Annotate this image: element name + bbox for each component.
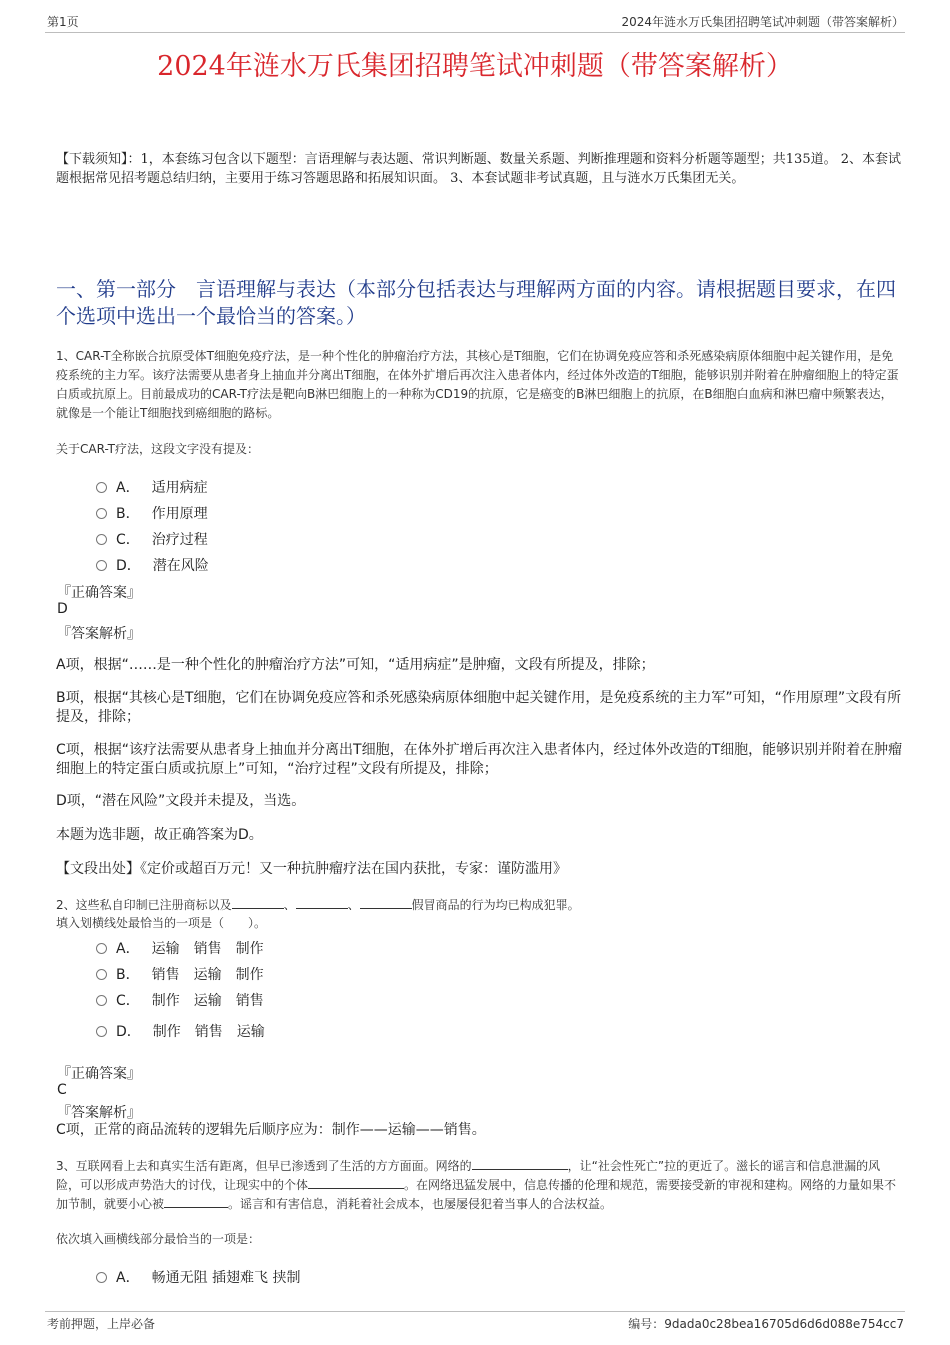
blank-1 bbox=[472, 1157, 568, 1170]
radio-icon[interactable] bbox=[96, 943, 107, 954]
q1-option-a[interactable] bbox=[96, 477, 208, 497]
option-text: 治疗过程 bbox=[151, 532, 208, 548]
blank-2 bbox=[308, 1176, 404, 1189]
code-value: 9dada0c28bea16705d6d6d088e754cc7 bbox=[664, 1317, 904, 1331]
q2-option-c[interactable] bbox=[96, 990, 264, 1010]
q1-analysis-c: C项，根据“该疗法需要从患者身上抽血并分离出T细胞，在体外扩增后再次注入患者体内，经过体外改造的T细胞，能够识别并附着在肿瘤细胞上的特定蛋白质或抗原上”可知，“治疗过程”文段有所提及，排除； bbox=[56, 742, 903, 777]
footer-divider bbox=[45, 1311, 905, 1312]
q1-option-d[interactable] bbox=[96, 555, 209, 575]
q3-option-a[interactable] bbox=[96, 1267, 300, 1287]
option-letter: D． bbox=[116, 1024, 141, 1040]
page-number: 第1页 bbox=[47, 15, 79, 29]
section-heading: 一、第一部分 言语理解与表达（本部分包括表达与理解两方面的内容。请根据题目要求，在四个选项中选出一个最恰当的答案。） bbox=[56, 277, 896, 328]
q1-answer: D bbox=[57, 601, 68, 617]
question-2-stem bbox=[56, 896, 902, 915]
option-text: 销售 运输 制作 bbox=[151, 967, 264, 983]
correct-answer-label: 『正确答案』 bbox=[57, 585, 141, 601]
option-text: 适用病症 bbox=[151, 480, 208, 496]
header-divider bbox=[45, 32, 905, 33]
option-text: 潜在风险 bbox=[152, 558, 209, 574]
q1-analysis-b: B项，根据“其核心是T细胞，它们在协调免疫应答和杀死感染病原体细胞中起关键作用，是免疫系统的主力军”可知，“作用原理”文段有所提及，排除； bbox=[56, 690, 902, 725]
q2-option-b[interactable] bbox=[96, 964, 264, 984]
radio-icon[interactable] bbox=[96, 1026, 107, 1037]
q1-conclusion: 本题为选非题，故正确答案为D。 bbox=[56, 827, 263, 843]
document-code bbox=[628, 1315, 904, 1332]
radio-icon[interactable] bbox=[96, 969, 107, 980]
q3-stem-part-2: ，让“社会性死亡”拉的更近了。滋长的谣言和信息泄漏的风险，可以形成声势浩大的讨伐，让现实中的个体 bbox=[56, 1159, 881, 1192]
option-text: 制作 销售 运输 bbox=[152, 1024, 265, 1040]
radio-icon[interactable] bbox=[96, 482, 107, 493]
q1-option-b[interactable] bbox=[96, 503, 208, 523]
radio-icon[interactable] bbox=[96, 560, 107, 571]
q1-analysis-d: D项，“潜在风险”文段并未提及，当选。 bbox=[56, 793, 306, 809]
question-3-stem bbox=[56, 1157, 902, 1214]
option-letter: A． bbox=[116, 1270, 140, 1286]
radio-icon[interactable] bbox=[96, 534, 107, 545]
download-notice: 【下载须知】：1，本套练习包含以下题型：言语理解与表达题、常识判断题、数量关系题、判断推理题和资料分析题等题型；共135道。 2、本套试题根据常见招考题总结归纳，主要用于练习答题思路和拓展知识面。 3、本套试题非考试真题，且与涟水万氏集团无关。 bbox=[56, 152, 901, 186]
option-letter: A． bbox=[116, 941, 140, 957]
q1-option-c[interactable] bbox=[96, 529, 208, 549]
option-letter: C． bbox=[116, 532, 140, 548]
option-text: 畅通无阻 插翅难飞 挟制 bbox=[151, 1270, 301, 1286]
option-text: 作用原理 bbox=[151, 506, 208, 522]
option-text: 制作 运输 销售 bbox=[151, 993, 264, 1009]
q3-stem-part-1: 3、互联网看上去和真实生活有距离，但早已渗透到了生活的方方面面。网络的 bbox=[56, 1159, 472, 1173]
q3-stem-part-4: 。谣言和有害信息，消耗着社会成本，也屡屡侵犯着当事人的合法权益。 bbox=[228, 1197, 613, 1211]
option-letter: D． bbox=[116, 558, 141, 574]
running-title: 2024年涟水万氏集团招聘笔试冲刺题（带答案解析） bbox=[621, 15, 904, 29]
q1-analysis-a: A项，根据“……是一种个性化的肿瘤治疗方法”可知，“适用病症”是肿瘤，文段有所提及，排除； bbox=[56, 657, 655, 673]
q2-answer: C bbox=[57, 1082, 67, 1098]
q2-option-d[interactable] bbox=[96, 1021, 265, 1041]
q2-stem-start: 2、这些私自印制已注册商标以及 bbox=[56, 898, 232, 912]
question-1-prompt: 关于CAR-T疗法，这段文字没有提及： bbox=[56, 442, 259, 456]
q3-stem-part-3: 。在网络迅猛发展中，信息传播的伦理和规范，需要接受新的审视和建构。网络的力量如果不加节制，就要小心被 bbox=[56, 1178, 897, 1211]
blank-2 bbox=[296, 896, 348, 909]
page-title: 2024年涟水万氏集团招聘笔试冲刺题（带答案解析） bbox=[157, 51, 793, 82]
radio-icon[interactable] bbox=[96, 508, 107, 519]
q2-stem-end: 假冒商品的行为均已构成犯罪。 bbox=[411, 898, 580, 912]
q2-option-a[interactable] bbox=[96, 938, 264, 958]
q2-analysis: C项，正常的商品流转的逻辑先后顺序应为：制作——运输——销售。 bbox=[56, 1122, 486, 1138]
analysis-label: 『答案解析』 bbox=[57, 1105, 141, 1121]
correct-answer-label: 『正确答案』 bbox=[57, 1066, 141, 1082]
q1-source: 【文段出处】《定价或超百万元！又一种抗肿瘤疗法在国内获批，专家：谨防滥用》 bbox=[56, 861, 567, 877]
question-1-stem: 1、CAR-T全称嵌合抗原受体T细胞免疫疗法，是一种个性化的肿瘤治疗方法，其核心是T细胞，它们在协调免疫应答和杀死感染病原体细胞中起关键作用，是免疫系统的主力军。该疗法需要从患者身上抽血并分离出T细胞，在体外扩增后再次注入患者体内，经过体外改造的T细胞，能够识别并附着在肿瘤细胞上的特定蛋白质或抗原上。目前最成功的CAR-T疗法是靶向B淋巴细胞上的一种称为CD19的抗原，它是癌变的B淋巴细胞上的抗原，在B细胞白血病和淋巴瘤中频繁表达，就像是一个能让T细胞找到癌细胞的路标。 bbox=[56, 349, 899, 420]
option-letter: C． bbox=[116, 993, 140, 1009]
option-letter: A． bbox=[116, 480, 140, 496]
option-letter: B． bbox=[116, 506, 140, 522]
blank-3 bbox=[164, 1195, 228, 1208]
separator: 、 bbox=[347, 898, 360, 912]
radio-icon[interactable] bbox=[96, 995, 107, 1006]
option-letter: B． bbox=[116, 967, 140, 983]
analysis-label: 『答案解析』 bbox=[57, 626, 141, 642]
option-text: 运输 销售 制作 bbox=[151, 941, 264, 957]
radio-icon[interactable] bbox=[96, 1272, 107, 1283]
separator: 、 bbox=[283, 898, 296, 912]
footer-slogan: 考前押题，上岸必备 bbox=[47, 1317, 156, 1331]
code-label: 编号： bbox=[628, 1317, 665, 1331]
blank-1 bbox=[232, 896, 284, 909]
blank-3 bbox=[360, 896, 412, 909]
question-3-prompt: 依次填入画横线部分最恰当的一项是： bbox=[56, 1232, 261, 1246]
question-2-prompt: 填入划横线处最恰当的一项是（ ）。 bbox=[56, 916, 267, 930]
